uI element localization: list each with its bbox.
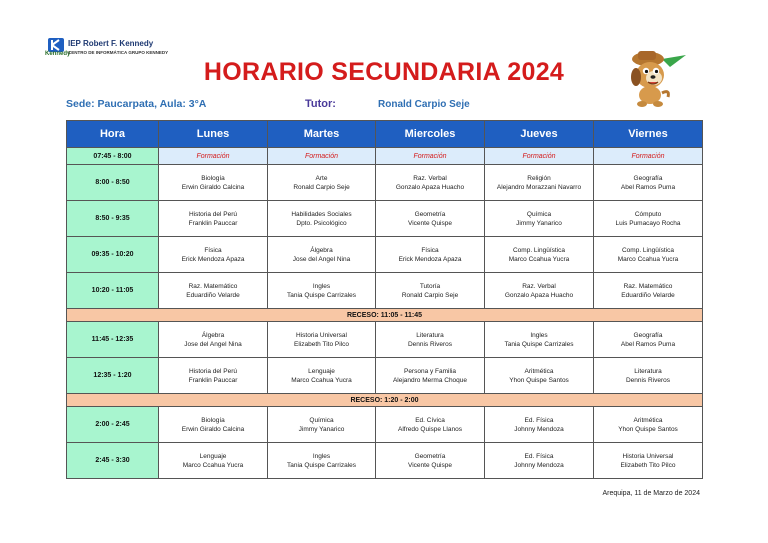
class-cell: [376, 443, 485, 479]
class-cell: [485, 443, 594, 479]
footer-date: Arequipa, 11 de Marzo de 2024: [602, 490, 700, 497]
class-cell: [268, 407, 376, 443]
class-cell: [268, 165, 376, 201]
formacion-row: [67, 148, 703, 165]
hora-cell: 8:00 - 8:50: [67, 165, 159, 201]
teacher-name: Alejandro Merma Choque: [392, 376, 468, 384]
class-cell: [594, 201, 703, 237]
subject-name: Química: [526, 210, 552, 218]
recess-row: [67, 309, 703, 322]
class-cell: [594, 273, 703, 309]
teacher-name: Jimmy Yanarico: [298, 425, 345, 433]
class-cell: [376, 358, 485, 394]
teacher-name: Marco Ccahua Yucra: [617, 255, 679, 263]
class-cell: [594, 407, 703, 443]
class-cell: [159, 273, 268, 309]
logo-short-name: Kennedy: [45, 51, 71, 57]
hora-cell: 2:45 - 3:30: [67, 443, 159, 479]
hora-cell: 10:20 - 11:05: [67, 273, 159, 309]
subject-name: Historia Universal: [296, 331, 347, 339]
table-row: [67, 165, 703, 201]
teacher-name: Yhon Quispe Santos: [618, 425, 678, 433]
teacher-name: Alfredo Quispe Llanos: [398, 425, 462, 433]
class-cell: [376, 237, 485, 273]
recess-cell: RECESO: 1:20 - 2:00: [67, 394, 703, 407]
subject-name: Aritmética: [633, 416, 663, 424]
teacher-name: Elizabeth Tito Pilco: [294, 340, 349, 348]
subject-name: Geometría: [414, 452, 446, 460]
table-row: [67, 237, 703, 273]
hora-cell: 12:35 - 1:20: [67, 358, 159, 394]
subject-name: Habilidades Sociales: [291, 210, 352, 218]
subject-name: Ed. Física: [524, 416, 554, 424]
teacher-name: Jimmy Yanarico: [516, 219, 562, 227]
col-header-lunes: Lunes: [159, 121, 268, 148]
formacion-cell: Formación: [159, 148, 268, 165]
page-title: HORARIO SECUNDARIA 2024: [203, 58, 565, 86]
class-cell: [159, 201, 268, 237]
subject-name: Ed. Física: [524, 452, 554, 460]
teacher-name: Tania Quispe Carrizales: [286, 291, 356, 299]
teacher-name: Abel Ramos Puma: [620, 340, 676, 348]
subject-name: Ingles: [312, 452, 331, 460]
subject-name: Historia del Perú: [188, 210, 238, 218]
subject-name: Literatura: [634, 367, 662, 375]
class-cell: [594, 237, 703, 273]
teacher-name: Alejandro Morazzani Navarro: [496, 183, 582, 191]
subject-name: Arte: [315, 174, 328, 182]
teacher-name: Erwin Giraldo Calcina: [181, 183, 245, 191]
class-cell: [485, 322, 594, 358]
subject-name: Lenguaje: [308, 367, 335, 375]
class-cell: [268, 322, 376, 358]
table-row: [67, 201, 703, 237]
class-cell: [485, 237, 594, 273]
class-cell: [268, 358, 376, 394]
class-cell: [485, 273, 594, 309]
teacher-name: Dennis Riveros: [407, 340, 453, 348]
teacher-name: Erick Mendoza Apaza: [398, 255, 462, 263]
table-row: [67, 358, 703, 394]
col-header-hora: Hora: [67, 121, 159, 148]
class-cell: [594, 358, 703, 394]
subject-name: Literatura: [416, 331, 444, 339]
class-cell: [485, 201, 594, 237]
col-header-jueves: Jueves: [485, 121, 594, 148]
teacher-name: Marco Ccahua Yucra: [508, 255, 570, 263]
formacion-cell: Formación: [376, 148, 485, 165]
class-cell: [594, 165, 703, 201]
col-header-martes: Martes: [268, 121, 376, 148]
school-subtitle: CENTRO DE INFORMÁTICA GRUPO KENNEDY: [68, 50, 169, 55]
teacher-name: Dennis Riveros: [625, 376, 671, 384]
subject-name: Historia del Perú: [188, 367, 238, 375]
subject-name: Raz. Matemático: [623, 282, 673, 290]
teacher-name: Franklin Pauccar: [188, 219, 238, 227]
class-cell: [485, 358, 594, 394]
formacion-cell: Formación: [268, 148, 376, 165]
teacher-name: Tania Quispe Carrizales: [286, 461, 356, 469]
subject-name: Aritmética: [524, 367, 554, 375]
teacher-name: Vicente Quispe: [408, 461, 452, 469]
subject-name: Tutoría: [419, 282, 441, 290]
class-cell: [159, 165, 268, 201]
subject-name: Raz. Matemático: [188, 282, 238, 290]
class-cell: [268, 273, 376, 309]
teacher-name: Abel Ramos Puma: [620, 183, 676, 191]
class-cell: [159, 358, 268, 394]
tutor-label: Tutor:: [305, 98, 336, 110]
class-cell: [376, 322, 485, 358]
teacher-name: Ronald Carpio Seje: [293, 183, 350, 191]
subject-name: Comp. Lingüística: [621, 246, 675, 254]
recess-cell: RECESO: 11:05 - 11:45: [67, 309, 703, 322]
subject-name: Biología: [201, 174, 225, 182]
sede-aula: Sede: Paucarpata, Aula: 3°A: [66, 98, 207, 110]
class-cell: [159, 407, 268, 443]
subject-name: Álgebra: [310, 246, 333, 254]
subject-name: Geografía: [633, 331, 663, 339]
teacher-name: Gonzalo Apaza Huacho: [395, 183, 465, 191]
hora-cell: 07:45 - 8:00: [67, 148, 159, 165]
class-cell: [268, 443, 376, 479]
teacher-name: Tania Quispe Carrizales: [504, 340, 574, 348]
subject-name: Geometría: [414, 210, 446, 218]
teacher-name: Luis Pumacayo Rocha: [615, 219, 681, 227]
hora-cell: 11:45 - 12:35: [67, 322, 159, 358]
table-row: [67, 443, 703, 479]
class-cell: [159, 237, 268, 273]
teacher-name: Eduardiño Velarde: [186, 291, 240, 299]
school-name: IEP Robert F. Kennedy: [68, 39, 154, 48]
subject-name: Comp. Lingüística: [512, 246, 566, 254]
class-cell: [594, 322, 703, 358]
col-header-viernes: Viernes: [594, 121, 703, 148]
teacher-name: Vicente Quispe: [408, 219, 452, 227]
class-cell: [594, 443, 703, 479]
formacion-cell: Formación: [485, 148, 594, 165]
recess-row: [67, 394, 703, 407]
teacher-name: Johnny Mendoza: [514, 461, 564, 469]
schedule-table: [66, 120, 703, 479]
subject-name: Ingles: [530, 331, 548, 339]
class-cell: [159, 322, 268, 358]
header-row: [67, 121, 703, 148]
subject-name: Religión: [527, 174, 551, 182]
teacher-name: Franklin Pauccar: [188, 376, 238, 384]
teacher-name: Marco Ccahua Yucra: [291, 376, 352, 384]
subject-name: Ed. Cívica: [415, 416, 445, 424]
teacher-name: Eduardiño Velarde: [621, 291, 675, 299]
teacher-name: Elizabeth Tito Pilco: [620, 461, 676, 469]
teacher-name: Johnny Mendoza: [514, 425, 564, 433]
hora-cell: 2:00 - 2:45: [67, 407, 159, 443]
class-cell: [376, 201, 485, 237]
teacher-name: Marco Ccahua Yucra: [182, 461, 244, 469]
class-cell: [485, 165, 594, 201]
class-cell: [159, 443, 268, 479]
subject-name: Geografía: [633, 174, 663, 182]
class-cell: [376, 407, 485, 443]
formacion-cell: Formación: [594, 148, 703, 165]
teacher-name: Jose del Angel Nina: [292, 255, 351, 263]
dog-mascot-icon: [618, 45, 688, 109]
tutor-name: Ronald Carpio Seje: [378, 99, 470, 110]
teacher-name: Erick Mendoza Apaza: [181, 255, 245, 263]
subject-name: Lenguaje: [199, 452, 227, 460]
teacher-name: Erwin Giraldo Calcina: [181, 425, 245, 433]
teacher-name: Jose del Angel Nina: [184, 340, 242, 348]
kennedy-logo-icon: [48, 38, 64, 52]
table-row: [67, 407, 703, 443]
subject-name: Química: [309, 416, 334, 424]
teacher-name: Ronald Carpio Seje: [401, 291, 459, 299]
table-row: [67, 273, 703, 309]
hora-cell: 09:35 - 10:20: [67, 237, 159, 273]
class-cell: [485, 407, 594, 443]
subject-name: Cómputo: [634, 210, 662, 218]
class-cell: [376, 165, 485, 201]
hora-cell: 8:50 - 9:35: [67, 201, 159, 237]
subject-name: Raz. Verbal: [413, 174, 447, 182]
class-cell: [268, 237, 376, 273]
teacher-name: Dpto. Psicológico: [296, 219, 347, 227]
col-header-miercoles: Miercoles: [376, 121, 485, 148]
subject-name: Física: [421, 246, 439, 254]
class-cell: [376, 273, 485, 309]
subject-name: Historia Universal: [622, 452, 674, 460]
subject-name: Persona y Familia: [403, 367, 457, 375]
subject-name: Física: [204, 246, 222, 254]
subject-name: Ingles: [312, 282, 331, 290]
subject-name: Álgebra: [201, 331, 225, 339]
subject-name: Raz. Verbal: [522, 282, 556, 290]
teacher-name: Gonzalo Apaza Huacho: [504, 291, 574, 299]
table-row: [67, 322, 703, 358]
teacher-name: Yhon Quispe Santos: [509, 376, 569, 384]
class-cell: [268, 201, 376, 237]
subject-name: Biología: [201, 416, 225, 424]
